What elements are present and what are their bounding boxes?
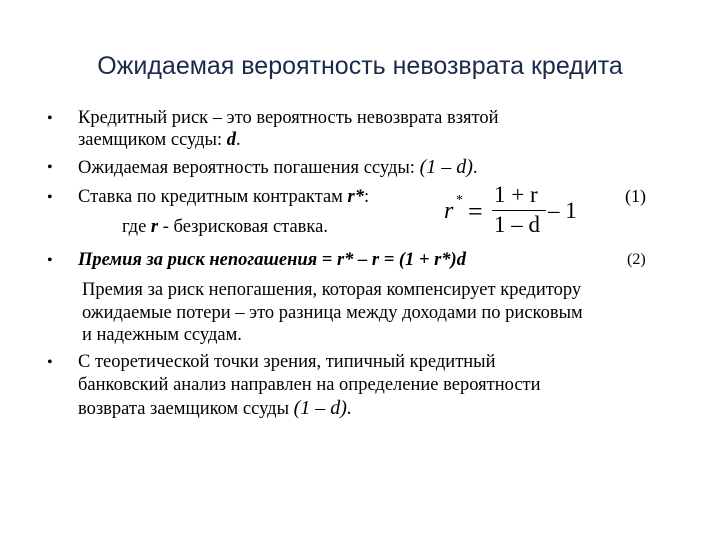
bullet-3-var-r: r — [150, 217, 159, 237]
formula-1-equals: = — [468, 197, 483, 226]
bullet-5-line-1: С теоретической точки зрения, типичный кредитный — [78, 352, 496, 372]
formula-1-lhs-sup: * — [456, 193, 463, 208]
bullet-3-colon: : — [363, 187, 370, 207]
formula-1-fraction-bar — [492, 210, 546, 211]
bullet-5-line-2: банковский анализ направлен на определение вероятности — [78, 375, 541, 395]
bullet-1-line-2-text: заемщиком ссуды: — [78, 130, 227, 150]
formula-1-denominator: 1 – d — [494, 212, 540, 237]
bullet-2-expr: (1 – d) — [419, 156, 473, 178]
bullet-4-line: Премия за риск непогашения = r* – r = (1 + r*)d — [78, 250, 466, 270]
formula-1-numerator: 1 + r — [494, 182, 538, 207]
bullet-3-text: Ставка по кредитным контрактам — [78, 187, 348, 207]
bullet-3-var: r* — [347, 187, 364, 207]
bullet-3-line-2-text: где — [122, 217, 151, 237]
bullet-5-marker: • — [47, 354, 53, 371]
bullet-4-marker: • — [47, 252, 53, 269]
bullet-4-cont-3: и надежным ссудам. — [82, 325, 242, 345]
bullet-1-line-1: Кредитный риск – это вероятность невозврата взятой — [78, 108, 499, 128]
bullet-3-line-2-end: - безрисковая ставка. — [158, 217, 328, 237]
bullet-2-marker: • — [47, 159, 53, 176]
bullet-4-cont-2: ожидаемые потери – это разница между доходами по рисковым — [82, 303, 583, 323]
bullet-1-var-d: d — [226, 130, 236, 150]
bullet-2-text: Ожидаемая вероятность погашения ссуды: — [78, 158, 420, 178]
formula-1-tail: – 1 — [548, 198, 577, 223]
equation-number-2: (2) — [627, 251, 646, 268]
bullet-1-line-2 — [78, 129, 241, 151]
bullet-1-marker: • — [47, 110, 53, 127]
bullet-5-expr: (1 – d). — [293, 397, 352, 419]
bullet-2-end: . — [472, 158, 478, 178]
bullet-3-marker: • — [47, 189, 53, 206]
bullet-5-line-3 — [78, 397, 352, 420]
slide-title: Ожидаемая вероятность невозврата кредита — [97, 52, 623, 80]
bullet-5-line-3-text: возврата заемщиком ссуды — [78, 399, 294, 419]
bullet-1-line-2-end: . — [235, 130, 241, 150]
bullet-3-line-1 — [78, 186, 369, 208]
formula-1-lhs: r — [444, 198, 454, 224]
equation-number-1: (1) — [625, 186, 646, 206]
bullet-3-line-2 — [122, 216, 328, 238]
bullet-4-cont-1: Премия за риск непогашения, которая компенсирует кредитору — [82, 280, 582, 300]
bullet-2-line — [78, 156, 478, 179]
